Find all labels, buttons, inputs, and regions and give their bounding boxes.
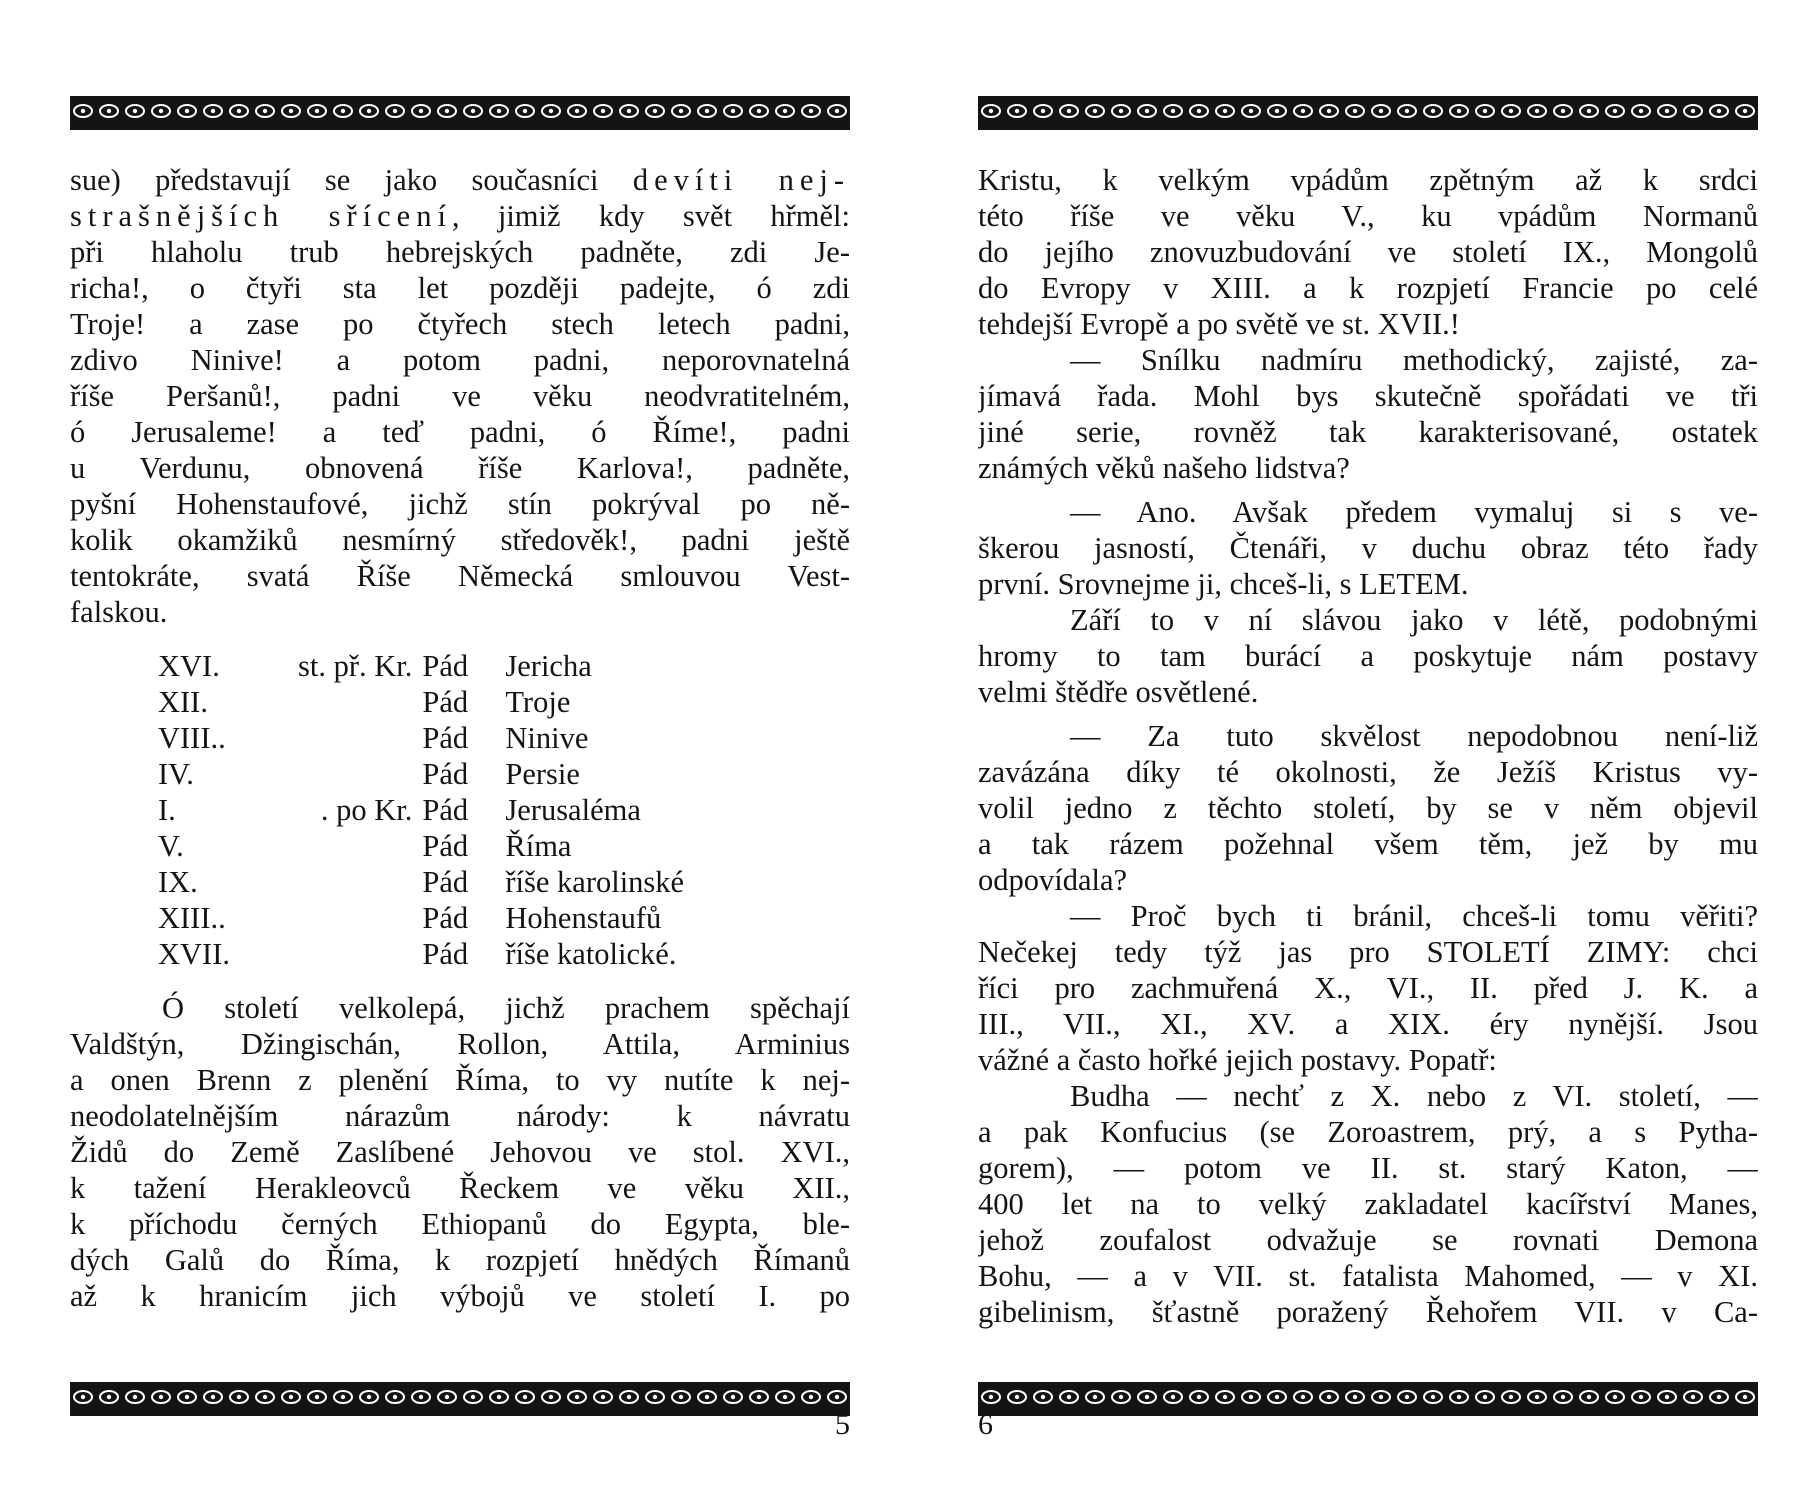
- ornament-dot: [705, 1395, 709, 1399]
- ornament-dot: [367, 1395, 371, 1399]
- ornament-dot: [731, 1395, 735, 1399]
- table-cell: . po Kr.: [320, 793, 413, 827]
- table-cell: Jerusaléma: [505, 793, 641, 827]
- ornament-dot: [1405, 1395, 1409, 1399]
- text-line: zavázána díky té okolnosti, že Ježíš Kristus vy-: [978, 755, 1758, 789]
- table-cell: [298, 864, 422, 900]
- table-cell: I.: [158, 793, 176, 827]
- text-line: Bohu, — a v VII. st. fatalista Mahomed, — v XI.: [978, 1259, 1758, 1293]
- ornament-dot: [1067, 109, 1071, 113]
- page-number: 6: [978, 1408, 993, 1441]
- ornament-dot: [211, 1395, 215, 1399]
- ornament-dot: [1691, 1395, 1695, 1399]
- right-page: [978, 0, 1758, 1500]
- ornament-dot: [185, 109, 189, 113]
- paragraph-1: [70, 162, 850, 630]
- ornament-dot: [1509, 109, 1513, 113]
- text-line: známých věků našeho lidstva?: [978, 451, 1350, 485]
- ornament-dot: [81, 1395, 85, 1399]
- ornament-dot: [549, 1395, 553, 1399]
- text-line: velmi štědře osvětlené.: [978, 675, 1259, 709]
- text-line: pyšní Hohenstaufové, jichž stín pokrýval po ně-: [70, 487, 850, 521]
- ornament-dot: [1197, 1395, 1201, 1399]
- ornament-dot: [1379, 109, 1383, 113]
- ornament-dot: [289, 1395, 293, 1399]
- ornament-dot: [835, 109, 839, 113]
- ornament-dot: [757, 1395, 761, 1399]
- ornament-dot: [497, 109, 501, 113]
- ornament-dot: [419, 109, 423, 113]
- table-cell: Pád: [422, 829, 469, 863]
- ornament-dot: [679, 1395, 683, 1399]
- ornament-dot: [1093, 109, 1097, 113]
- text-line: až k hranicím jich výbojů ve století I. po: [70, 1279, 850, 1313]
- ornament-border-bottom-left: [70, 1382, 850, 1416]
- ornament-dot: [445, 109, 449, 113]
- text-line: III., VII., XI., XV. a XIX. éry nynější. Jsou: [978, 1007, 1758, 1041]
- text-line: hromy to tam burácí a poskytuje nám postavy: [978, 639, 1758, 673]
- ornament-dot: [1639, 109, 1643, 113]
- text-line: — Za tuto skvělost nepodobnou není-liž: [1070, 719, 1758, 753]
- ornament-dot: [1431, 1395, 1435, 1399]
- ornament-dot: [627, 1395, 631, 1399]
- ornament-dot: [1145, 1395, 1149, 1399]
- ornament-dot: [1249, 109, 1253, 113]
- ornament-dot: [1587, 1395, 1591, 1399]
- ornament-dot: [1067, 1395, 1071, 1399]
- ornament-dot: [1119, 109, 1123, 113]
- ornament-dot: [1613, 1395, 1617, 1399]
- ornament-dot: [1535, 109, 1539, 113]
- text-line: gibelinism, šťastně poražený Řehořem VII. v Ca-: [978, 1295, 1758, 1329]
- ornament-dot: [1639, 1395, 1643, 1399]
- paragraph-gap: [978, 486, 1758, 494]
- ornament-dot: [341, 109, 345, 113]
- table-row: [158, 900, 684, 936]
- text-line: Valdštýn, Džingischán, Rollon, Attila, Arminius: [70, 1027, 850, 1061]
- ornament-dot: [1431, 109, 1435, 113]
- table-cell: Pád: [422, 685, 469, 719]
- text-line: první. Srovnejme ji, chceš-li, s LETEM.: [978, 567, 1469, 601]
- ornament-border-top-right: [978, 96, 1758, 130]
- ornament-dot: [1457, 109, 1461, 113]
- ornament-dot: [185, 1395, 189, 1399]
- text-line: volil jedno z těchto století, by se v něm objevil: [978, 791, 1758, 825]
- ornament-dot: [653, 1395, 657, 1399]
- text-line: falskou.: [70, 595, 168, 629]
- text-line: — Ano. Avšak předem vymaluj si s ve-: [1070, 495, 1758, 529]
- table-cell: Pád: [422, 793, 469, 827]
- text-line: Troje! a zase po čtyřech stech letech padni,: [70, 307, 850, 341]
- ornament-dot: [1015, 1395, 1019, 1399]
- table-cell: Pád: [422, 721, 469, 755]
- ornament-pattern: [982, 1391, 1754, 1403]
- text-line: vážné a často hořké jejich postavy. Popatř:: [978, 1043, 1497, 1077]
- ornament-dot: [627, 109, 631, 113]
- text-line: Září to v ní slávou jako v létě, podobnými: [1070, 603, 1758, 637]
- text-line: této říše ve věku V., ku vpádům Normanů: [978, 199, 1758, 233]
- table-cell: Hohenstaufů: [505, 901, 662, 935]
- ornament-dot: [393, 1395, 397, 1399]
- ornament-dot: [367, 109, 371, 113]
- ornament-dot: [159, 1395, 163, 1399]
- ornament-dot: [445, 1395, 449, 1399]
- ornament-dot: [1171, 1395, 1175, 1399]
- table-row: [158, 648, 684, 684]
- ornament-dot: [341, 1395, 345, 1399]
- text-line: Nečekej tedy týž jas pro STOLETÍ ZIMY: chci: [978, 935, 1758, 969]
- ornament-dot: [211, 109, 215, 113]
- ornament-dot: [263, 109, 267, 113]
- ornament-dot: [1561, 109, 1565, 113]
- table-cell: [298, 936, 422, 972]
- ornament-dot: [1483, 1395, 1487, 1399]
- ornament-dot: [419, 1395, 423, 1399]
- ornament-dot: [237, 109, 241, 113]
- ornament-dot: [1509, 1395, 1513, 1399]
- ornament-dot: [523, 1395, 527, 1399]
- text-line: jiné serie, rovněž tak karakterisované, ostatek: [978, 415, 1758, 449]
- ornament-dot: [783, 109, 787, 113]
- paragraph-gap: [978, 710, 1758, 718]
- ornament-dot: [1691, 109, 1695, 113]
- ornament-dot: [1353, 109, 1357, 113]
- ornament-dot: [1015, 109, 1019, 113]
- ornament-dot: [133, 1395, 137, 1399]
- text-line: říše Peršanů!, padni ve věku neodvratitelném,: [70, 379, 850, 413]
- text-line: sue) představují se jako současníci devíti nej-: [70, 163, 850, 197]
- text-line: škerou jasností, Čtenáři, v duchu obraz této řady: [978, 531, 1758, 565]
- ornament-dot: [989, 1395, 993, 1399]
- text-line: kolik okamžiků nesmírný středověk!, padni ještě: [70, 523, 850, 557]
- ornament-dot: [1457, 1395, 1461, 1399]
- text-line: 400 let na to velký zakladatel kacířství Manes,: [978, 1187, 1758, 1221]
- table-row: [158, 756, 684, 792]
- table-row: [158, 684, 684, 720]
- table-cell: [298, 756, 422, 792]
- table-cell: [298, 684, 422, 720]
- ornament-dot: [601, 109, 605, 113]
- table-row: [158, 864, 684, 900]
- ornament-dot: [757, 109, 761, 113]
- table-cell: Pád: [422, 649, 469, 683]
- ornament-border-top-left: [70, 96, 850, 130]
- right-page-text: [978, 162, 1758, 1330]
- ornament-dot: [1353, 1395, 1357, 1399]
- ornament-dot: [107, 109, 111, 113]
- ornament-dot: [523, 109, 527, 113]
- table-cell: XII.: [158, 685, 208, 719]
- ornament-dot: [1665, 109, 1669, 113]
- left-page: [70, 0, 850, 1500]
- text-line: zdivo Ninive! a potom padni, neporovnatelná: [70, 343, 850, 377]
- ornament-dot: [1275, 109, 1279, 113]
- ornament-dot: [1613, 109, 1617, 113]
- left-page-text: [70, 162, 850, 1314]
- ornament-dot: [1327, 109, 1331, 113]
- text-line: Ó století velkolepá, jichž prachem spěchají: [162, 991, 850, 1025]
- ornament-dot: [731, 109, 735, 113]
- table-cell: VIII..: [158, 721, 226, 755]
- table-cell: Pád: [422, 757, 469, 791]
- ornament-dot: [653, 109, 657, 113]
- table-row: [158, 792, 684, 828]
- ornament-dot: [1717, 1395, 1721, 1399]
- text-line: odpovídala?: [978, 863, 1128, 897]
- ornament-dot: [1743, 109, 1747, 113]
- ornament-dot: [1561, 1395, 1565, 1399]
- text-line: Budha — nechť z X. nebo z VI. století, —: [1070, 1079, 1758, 1113]
- ornament-dot: [705, 109, 709, 113]
- text-line: při hlaholu trub hebrejských padněte, zdi Je-: [70, 235, 850, 269]
- ornament-dot: [1223, 109, 1227, 113]
- page-number: 5: [835, 1408, 850, 1441]
- ornament-pattern: [74, 1391, 846, 1403]
- table-cell: Pád: [422, 937, 469, 971]
- ornament-dot: [1275, 1395, 1279, 1399]
- ornament-dot: [1301, 109, 1305, 113]
- ornament-dot: [1249, 1395, 1253, 1399]
- text-line: u Verdunu, obnovená říše Karlova!, padněte,: [70, 451, 850, 485]
- ornament-dot: [1483, 109, 1487, 113]
- ornament-dot: [159, 109, 163, 113]
- text-line: strašnějších sřícení, jimiž kdy svět hřměl:: [70, 199, 850, 233]
- text-line: a onen Brenn z plenění Říma, to vy nutíte k nej-: [70, 1063, 850, 1097]
- text-line: dých Galů do Říma, k rozpjetí hnědých Římanů: [70, 1243, 850, 1277]
- text-line: ó Jerusaleme! a teď padni, ó Říme!, padni: [70, 415, 850, 449]
- ornament-dot: [237, 1395, 241, 1399]
- table-cell: Troje: [505, 685, 571, 719]
- ornament-dot: [133, 109, 137, 113]
- table-cell: st. př. Kr.: [298, 649, 413, 683]
- ornament-dot: [1041, 109, 1045, 113]
- ornament-dot: [1041, 1395, 1045, 1399]
- table-cell: [298, 900, 422, 936]
- paragraph-2: [70, 990, 850, 1314]
- ornament-dot: [679, 109, 683, 113]
- ornament-dot: [549, 109, 553, 113]
- text-line: — Proč bych ti bránil, chceš-li tomu věřiti?: [1070, 899, 1758, 933]
- ornament-dot: [1743, 1395, 1747, 1399]
- text-line: jehož zoufalost odvažuje se rovnati Demona: [978, 1223, 1758, 1257]
- table-cell: XVII.: [158, 937, 230, 971]
- table-cell: Pád: [422, 865, 469, 899]
- ornament-dot: [1379, 1395, 1383, 1399]
- table-cell: V.: [158, 829, 184, 863]
- table-cell: XVI.: [158, 649, 220, 683]
- ornament-dot: [1587, 109, 1591, 113]
- ornament-dot: [81, 109, 85, 113]
- text-line: neodolatelnějším nárazům národy: k návratu: [70, 1099, 850, 1133]
- ornament-dot: [783, 1395, 787, 1399]
- ornament-dot: [315, 1395, 319, 1399]
- text-line: do Evropy v XIII. a k rozpjetí Francie po celé: [978, 271, 1758, 305]
- ornament-dot: [263, 1395, 267, 1399]
- text-line: říci pro zachmuřená X., VI., II. před J. K. a: [978, 971, 1758, 1005]
- ornament-dot: [989, 109, 993, 113]
- ornament-dot: [575, 109, 579, 113]
- table-cell: říše katolické.: [505, 937, 677, 971]
- ornament-dot: [1119, 1395, 1123, 1399]
- ornament-dot: [107, 1395, 111, 1399]
- text-line: richa!, o čtyři sta let později padejte, ó zdi: [70, 271, 850, 305]
- text-line: Kristu, k velkým vpádům zpětným až k srdci: [978, 163, 1758, 197]
- ornament-dot: [809, 109, 813, 113]
- text-line: a tak rázem požehnal všem těm, jež by mu: [978, 827, 1758, 861]
- text-line: tehdejší Evropě a po světě ve st. XVII.!: [978, 307, 1460, 341]
- ornament-dot: [1301, 1395, 1305, 1399]
- table-row: [158, 936, 684, 972]
- table-cell: Říma: [505, 829, 572, 863]
- ornament-dot: [601, 1395, 605, 1399]
- table-cell: XIII..: [158, 901, 226, 935]
- ornament-dot: [1093, 1395, 1097, 1399]
- ornament-dot: [1717, 109, 1721, 113]
- text-line: k příchodu černých Ethiopanů do Egypta, ble-: [70, 1207, 850, 1241]
- table-cell: IX.: [158, 865, 198, 899]
- text-line: tentokráte, svatá Říše Německá smlouvou Vest-: [70, 559, 850, 593]
- table-cell: IV.: [158, 757, 194, 791]
- text-line: Židů do Země Zaslíbené Jehovou ve stol. XVI.,: [70, 1135, 850, 1169]
- ornament-dot: [1535, 1395, 1539, 1399]
- ornament-pattern: [74, 105, 846, 117]
- text-line: a pak Konfucius (se Zoroastrem, prý, a s Pytha-: [978, 1115, 1758, 1149]
- table-row: [158, 828, 684, 864]
- ornament-dot: [1223, 1395, 1227, 1399]
- table-cell: [298, 828, 422, 864]
- table-cell: Pád: [422, 901, 469, 935]
- ornament-pattern: [982, 105, 1754, 117]
- ornament-dot: [1145, 109, 1149, 113]
- table-row: [158, 720, 684, 756]
- ornament-dot: [809, 1395, 813, 1399]
- ornament-dot: [471, 1395, 475, 1399]
- chronology-table: [158, 648, 684, 972]
- ornament-dot: [1171, 109, 1175, 113]
- text-line: gorem), — potom ve II. st. starý Katon, —: [978, 1151, 1758, 1185]
- table-cell: říše karolinské: [505, 865, 685, 899]
- table-cell: Persie: [505, 757, 580, 791]
- ornament-dot: [835, 1395, 839, 1399]
- ornament-dot: [289, 109, 293, 113]
- ornament-dot: [393, 109, 397, 113]
- table-cell: Jericha: [505, 649, 592, 683]
- text-line: do jejího znovuzbudování ve století IX., Mongolů: [978, 235, 1758, 269]
- table-cell: [298, 720, 422, 756]
- ornament-dot: [1327, 1395, 1331, 1399]
- ornament-border-bottom-right: [978, 1382, 1758, 1416]
- table-cell: Ninive: [505, 721, 589, 755]
- ornament-dot: [1405, 109, 1409, 113]
- ornament-dot: [1665, 1395, 1669, 1399]
- ornament-dot: [575, 1395, 579, 1399]
- ornament-dot: [1197, 109, 1201, 113]
- text-line: jímavá řada. Mohl bys skutečně spořádati ve tři: [978, 379, 1758, 413]
- ornament-dot: [315, 109, 319, 113]
- text-line: — Snílku nadmíru methodický, zajisté, za-: [1070, 343, 1758, 377]
- text-line: k tažení Herakleovců Řeckem ve věku XII.,: [70, 1171, 850, 1205]
- ornament-dot: [497, 1395, 501, 1399]
- ornament-dot: [471, 109, 475, 113]
